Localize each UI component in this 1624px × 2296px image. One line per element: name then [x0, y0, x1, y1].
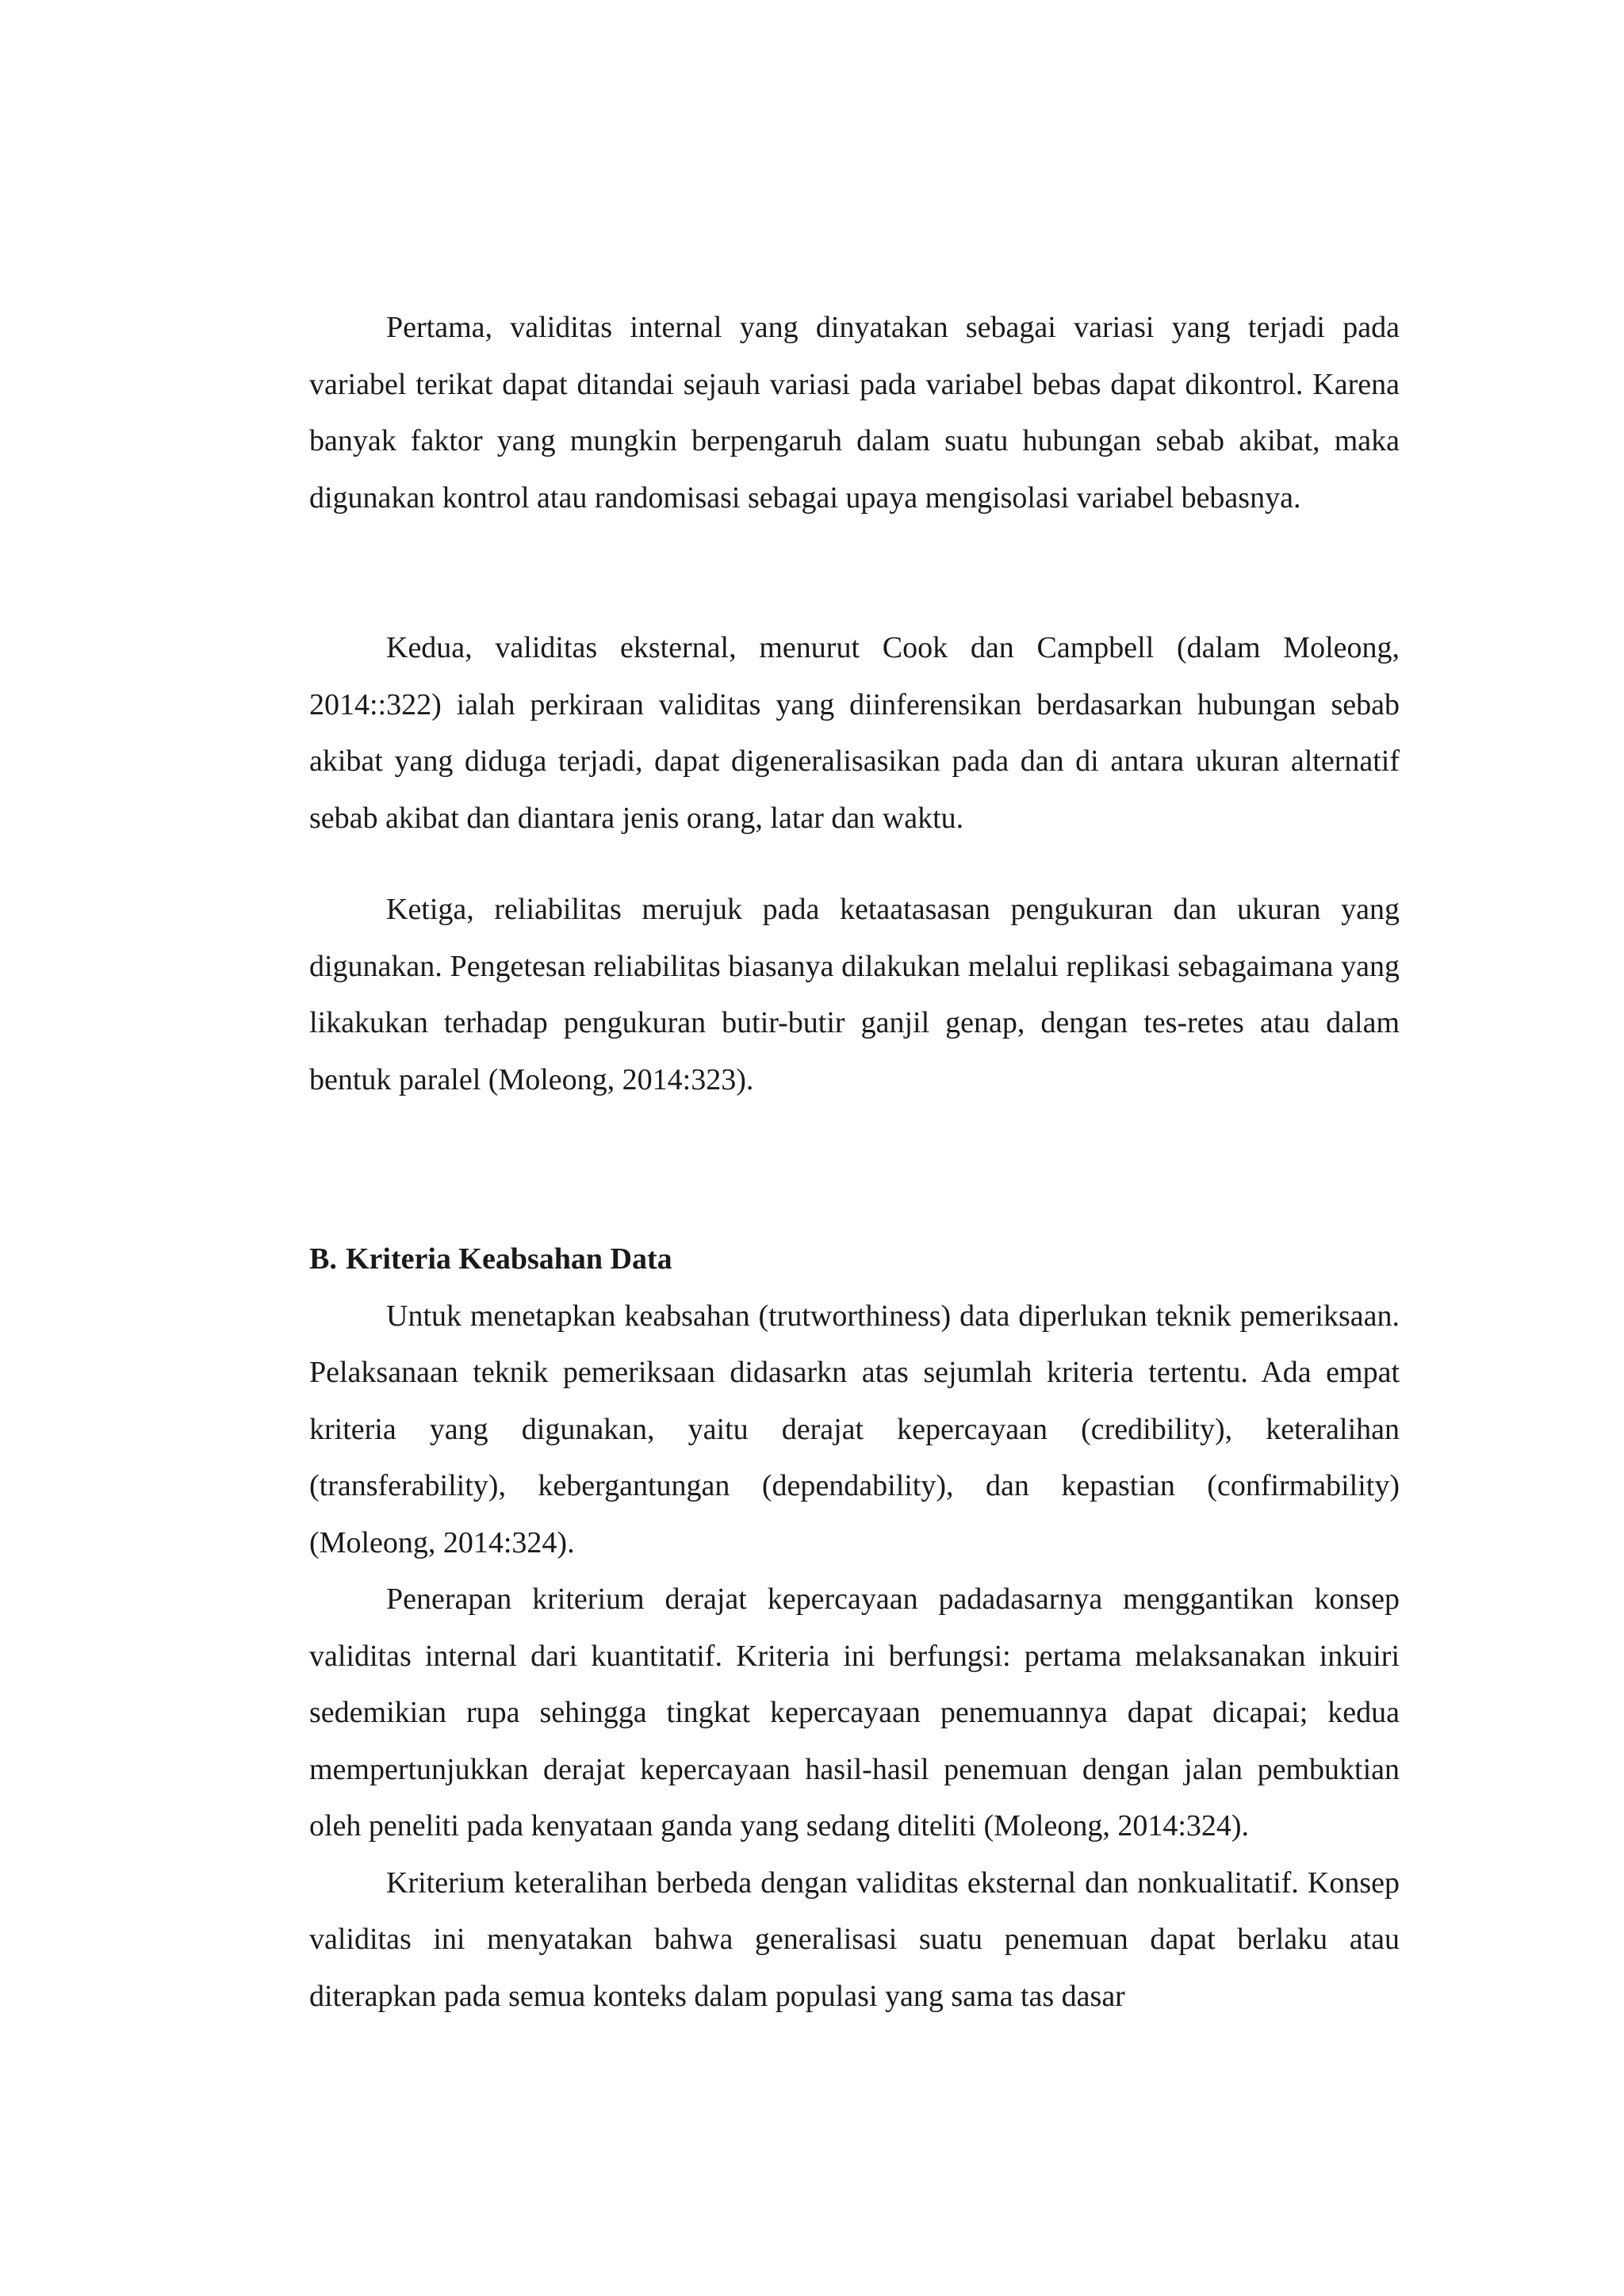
paragraph-text: Pertama, validitas internal yang dinyatakan sebagai variasi yang terjadi pada variabel terikat dapat ditandai sejauh variasi pada variabel bebas dapat dikontrol. Karena banyak faktor yang mungkin berpengaruh dalam suatu hubungan sebab akibat, maka digunakan kontrol atau randomisasi sebagai upaya mengisolasi variabel bebasnya.	[309, 311, 1400, 515]
paragraph-ketiga	[309, 882, 1400, 1108]
section-paragraph-keabsahan: Untuk menetapkan keabsahan (trutworthiness) data diperlukan teknik pemeriksaan. Pelaksanaan teknik pemeriksaan didasarkn atas sejumlah kriteria tertentu. Ada empat kriteria yang digunakan, yaitu derajat kepercayaan (credibility), keteralihan (transferability), kebergantungan (dependability), dan kepastian (confirmability) (Moleong, 2014:324).	[309, 1299, 1400, 1559]
paragraph-pertama	[309, 300, 1400, 526]
section-paragraph-keteralihan: Kriterium keteralihan berbeda dengan validitas eksternal dan nonkualitatif. Konsep validitas ini menyatakan bahwa generalisasi suatu penemuan dapat berlaku atau diterapkan pada semua konteks dalam populasi yang sama tas dasar	[309, 1866, 1400, 2013]
section-heading	[309, 1231, 1400, 1288]
paragraph-kedua	[309, 620, 1400, 847]
section-paragraph-kepercayaan: Penerapan kriterium derajat kepercayaan padadasarnya menggantikan konsep validitas internal dari kuantitatif. Kriteria ini berfungsi: pertama melaksanakan inkuiri sedemikian rupa sehingga tingkat kepercayaan penemuannya dapat dicapai; kedua mempertunjukkan derajat kepercayaan hasil-hasil penemuan dengan jalan pembuktian oleh peneliti pada kenyataan ganda yang sedang diteliti (Moleong, 2014:324).	[309, 1582, 1400, 1843]
section-number: B.	[309, 1242, 337, 1276]
section-b	[309, 1231, 1400, 2025]
paragraph-text: Kedua, validitas eksternal, menurut Cook dan Campbell (dalam Moleong, 2014::322) ialah perkiraan validitas yang diinferensikan berdasarkan hubungan sebab akibat yang diduga terjadi, dapat digeneralisasikan pada dan di antara ukuran alternatif sebab akibat dan diantara jenis orang, latar dan waktu.	[309, 631, 1400, 835]
section-title: Kriteria Keabsahan Data	[346, 1242, 672, 1276]
paragraph-text: Ketiga, reliabilitas merujuk pada ketaatasasan pengukuran dan ukuran yang digunakan. Pengetesan reliabilitas biasanya dilakukan melalui replikasi sebagaimana yang likakukan terhadap pengukuran butir-butir ganjil genap, dengan tes-retes atau dalam bentuk paralel (Moleong, 2014:323).	[309, 893, 1400, 1096]
